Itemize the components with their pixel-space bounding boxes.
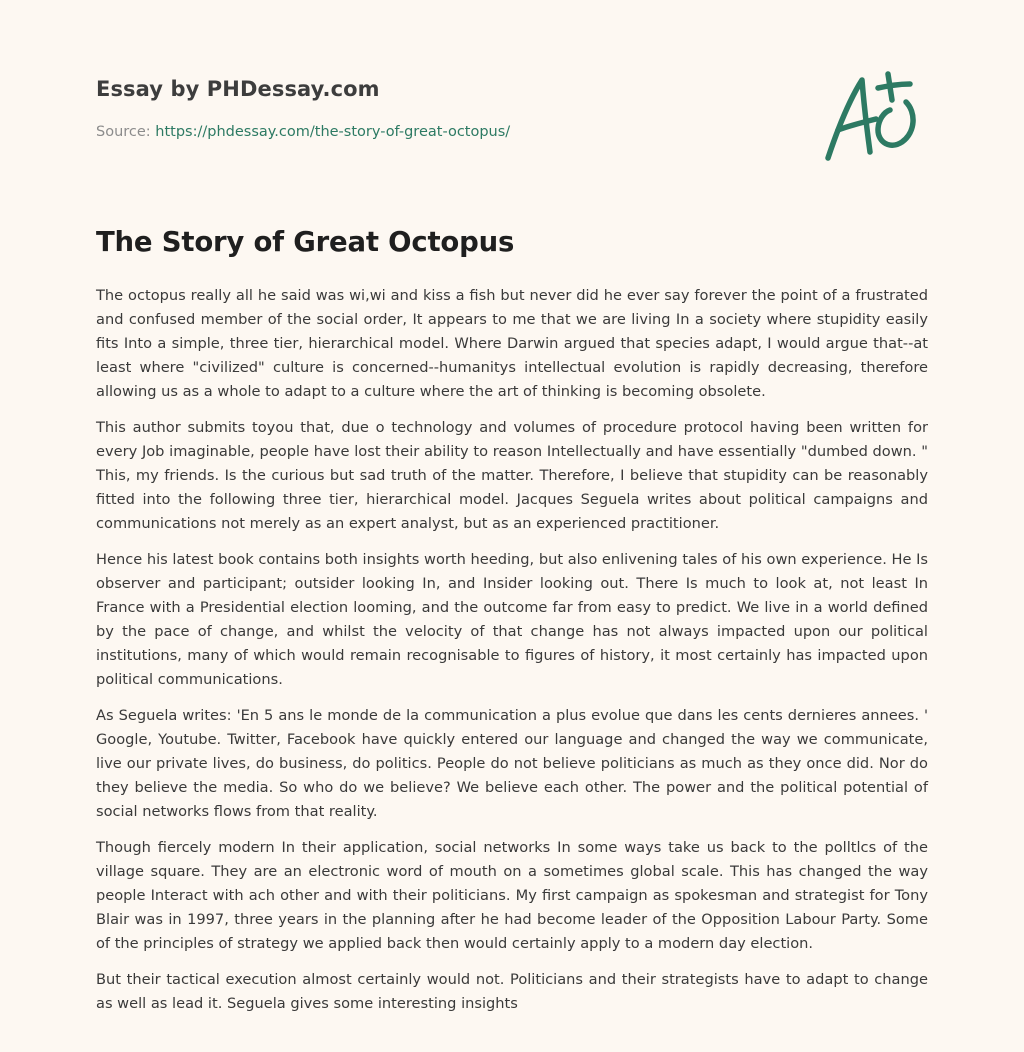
essay-paragraph: As Seguela writes: 'En 5 ans le monde de la communication a plus evolue que dans les cents dernieres annees. ' Google, Youtube. Twitter, Facebook have quickly entered our language and changed the way we communicate, live our private lives, do business, do politics. People do not believe politicians as much as they once did. Nor do they believe the media. So who do we believe? We believe each other. The power and the political potential of social networks flows from that reality. — [96, 707, 928, 820]
site-title: Essay by PHDessay.com — [96, 77, 380, 101]
essay-body — [96, 284, 928, 1028]
essay-paragraph: Though fiercely modern In their application, social networks In some ways take us back to the polltlcs of the village square. They are an electronic word of mouth on a sometimes global scale. This has changed the way people Interact with ach other and with their politicians. My first campaign as spokesman and strategist for Tony Blair was in 1997, three years in the planning after he had become leader of the Opposition Labour Party. Some of the principles of strategy we applied back then would certainly apply to a modern day election. — [96, 839, 928, 952]
essay-paragraph: This author submits toyou that, due o technology and volumes of procedure protocol having been written for every Job imaginable, people have lost their ability to reason Intellectually and have essentially "dumbed down. " This, my friends. Is the curious but sad truth of the matter. Therefore, I believe that stupidity can be reasonably fitted into the following three tier, hierarchical model. Jacques Seguela writes about political campaigns and communications not merely as an expert analyst, but as an experienced practitioner. — [96, 419, 928, 532]
source-line — [96, 124, 510, 140]
essay-paragraph: The octopus really all he said was wi,wi and kiss a fish but never did he ever say forever the point of a frustrated and confused member of the social order, It appears to me that we are living In a society where stupidity easily fits Into a simple, three tier, hierarchical model. Where Darwin argued that species adapt, I would argue that--at least where "civilized" culture is concerned--humanitys intellectual evolution is rapidly decreasing, therefore allowing us as a whole to adapt to a culture where the art of thinking is becoming obsolete. — [96, 287, 928, 400]
source-label: Source: — [96, 124, 151, 140]
source-link[interactable]: https://phdessay.com/the-story-of-great-octopus/ — [155, 124, 511, 140]
essay-title: The Story of Great Octopus — [96, 226, 515, 258]
a-plus-logo-icon — [818, 66, 928, 166]
essay-paragraph: But their tactical execution almost certainly would not. Politicians and their strategists have to adapt to change as well as lead it. Seguela gives some interesting insights — [96, 971, 928, 1012]
essay-paragraph: Hence his latest book contains both insights worth heeding, but also enlivening tales of his own experience. He Is observer and participant; outsider looking In, and Insider looking out. There Is much to look at, not least In France with a Presidential election looming, and the outcome far from easy to predict. We live in a world defined by the pace of change, and whilst the velocity of that change has not always impacted upon our political institutions, many of which would remain recognisable to figures of history, it most certainly has impacted upon political communications. — [96, 551, 928, 688]
